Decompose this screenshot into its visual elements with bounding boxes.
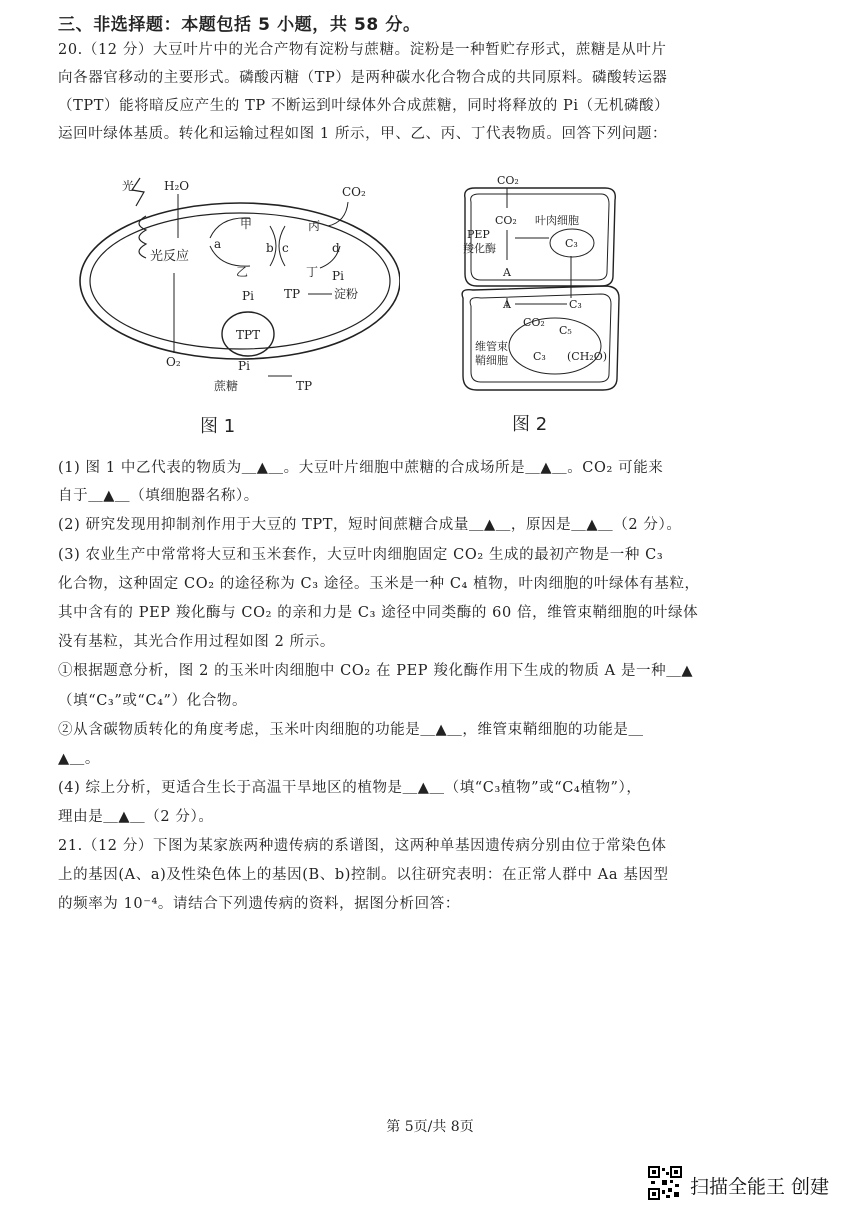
q20-sub-line: 其中含有的 PEP 羧化酶与 CO₂ 的亲和力是 C₃ 途径中同类酶的 60 倍，维管束鞘细胞的叶绿体 [58,605,699,621]
q20-sub-line: ①根据题意分析，图 2 的玉米叶肉细胞中 CO₂ 在 PEP 羧化酶作用下生成的物质 A 是一种＿▲ [58,663,694,679]
q21-line: 21.（12 分）下图为某家族两种遗传病的系谱图，这两种单基因遗传病分别由位于常染色体 [58,838,667,854]
fig1-sucrose-label: 蔗糖 [214,379,239,393]
q20-line: （TPT）能将暗反应产生的 TP 不断运到叶绿体外合成蔗糖，同时将释放的 Pi（无机磷酸） [58,98,670,114]
q20-sub-line: ②从含碳物质转化的角度考虑，玉米叶肉细胞的功能是＿▲＿，维管束鞘细胞的功能是＿ [58,722,644,738]
fig1-pi-label: Pi [238,359,250,373]
fig2-ch2o-label: (CH₂O) [567,350,608,363]
fig1-jia-label: 甲 [240,217,253,231]
q20-line: 运回叶绿体基质。转化和运输过程如图 1 所示，甲、乙、丙、丁代表物质。回答下列问题： [58,126,668,142]
fig1-pi-label: Pi [242,289,254,303]
fig1-pi-label: Pi [332,269,344,283]
fig1-bing-label: 丙 [308,219,321,233]
fig1-a-label: a [214,237,222,251]
q20-line: 20.（12 分）大豆叶片中的光合产物有淀粉与蔗糖。淀粉是一种暂贮存形式，蔗糖是从叶片 [58,42,667,58]
scanner-brand-label: 扫描全能王 创建 [690,1176,830,1198]
figure-2-caption: 图 2 [512,414,548,435]
q20-sub-line: （填“C₃”或“C₄”）化合物。 [58,693,248,709]
fig1-b-label: b [266,241,274,255]
fig2-c5-label: C₅ [559,324,572,337]
fig2-co2-bs-label: CO₂ [523,316,545,329]
q20-sub-line: 自于＿▲＿（填细胞器名称）。 [58,488,259,504]
q20-sub-line: (3) 农业生产中常常将大豆和玉米套作，大豆叶肉细胞固定 CO₂ 生成的最初产物是一种 C₃ [58,547,664,563]
fig1-co2-label: CO₂ [342,185,366,199]
q20-sub-line: (4) 综上分析，更适合生长于高温干旱地区的植物是＿▲＿（填“C₃植物”或“C₄植物”）， [58,780,642,796]
fig2-co2-top-label: CO₂ [497,174,519,187]
fig1-d-label: d [332,241,340,255]
fig2-mesophyll-label: 叶肉细胞 [535,214,579,227]
q20-sub-line: ▲＿。 [58,751,100,767]
figure-1-caption: 图 1 [200,416,236,437]
fig1-light-label: 光 [122,179,135,193]
q20-line: 向各器官移动的主要形式。磷酸丙糖（TP）是两种碳水化合物合成的共同原料。磷酸转运器 [58,70,668,86]
qr-code-icon [648,1166,682,1200]
q21-line: 上的基因(A、a)及性染色体上的基因(B、b)控制。以往研究表明：在正常人群中 Aa 基因型 [58,867,669,883]
fig2-a-label: A [503,266,511,279]
fig2-c3-label: C₃ [569,298,582,311]
fig2-co2-inner-label: CO₂ [495,214,517,227]
section-title: 三、非选择题：本题包括 5 小题，共 58 分。 [58,15,421,35]
fig2-c3-label: C₃ [565,237,578,250]
fig1-light-reaction-label: 光反应 [150,249,190,264]
fig1-starch-label: 淀粉 [334,287,359,301]
fig1-c-label: c [282,241,289,255]
fig1-yi-label: 乙 [236,265,249,279]
figure-2-diagram [455,168,625,393]
figure-1-diagram [70,168,400,403]
q20-sub-line: 化合物，这种固定 CO₂ 的途径称为 C₃ 途径。玉米是一种 C₄ 植物，叶肉细胞的叶绿体有基粒， [58,576,700,592]
fig1-h2o-label: H₂O [164,179,190,193]
fig1-tp-label: TP [296,379,313,393]
q21-line: 的频率为 10⁻⁴。请结合下列遗传病的资料，据图分析回答： [58,896,460,912]
q20-sub-line: 没有基粒，其光合作用过程如图 2 所示。 [58,634,335,650]
fig1-tp-label: TP [284,287,301,301]
fig2-c3-label: C₃ [533,350,546,363]
fig1-tpt-label: TPT [236,328,261,342]
q20-sub-line: (2) 研究发现用抑制剂作用于大豆的 TPT，短时间蔗糖合成量＿▲＿，原因是＿▲＿（2 分）。 [58,517,682,533]
fig2-bundle-sheath-label: 维管束 [475,340,508,353]
page-number: 第 5页/共 8页 [386,1119,474,1135]
fig2-a-label: A [503,298,511,311]
q20-sub-line: 理由是＿▲＿（2 分）。 [58,809,214,825]
fig1-o2-label: O₂ [166,355,181,369]
fig2-pep-enzyme-label: 羧化酶 [463,242,496,255]
q20-sub-line: (1) 图 1 中乙代表的物质为＿▲＿。大豆叶片细胞中蔗糖的合成场所是＿▲＿。CO₂ 可能来 [58,460,664,476]
fig2-bundle-sheath-label: 鞘细胞 [475,354,508,367]
fig2-pep-label: PEP [467,228,490,241]
fig1-ding-label: 丁 [306,265,319,279]
